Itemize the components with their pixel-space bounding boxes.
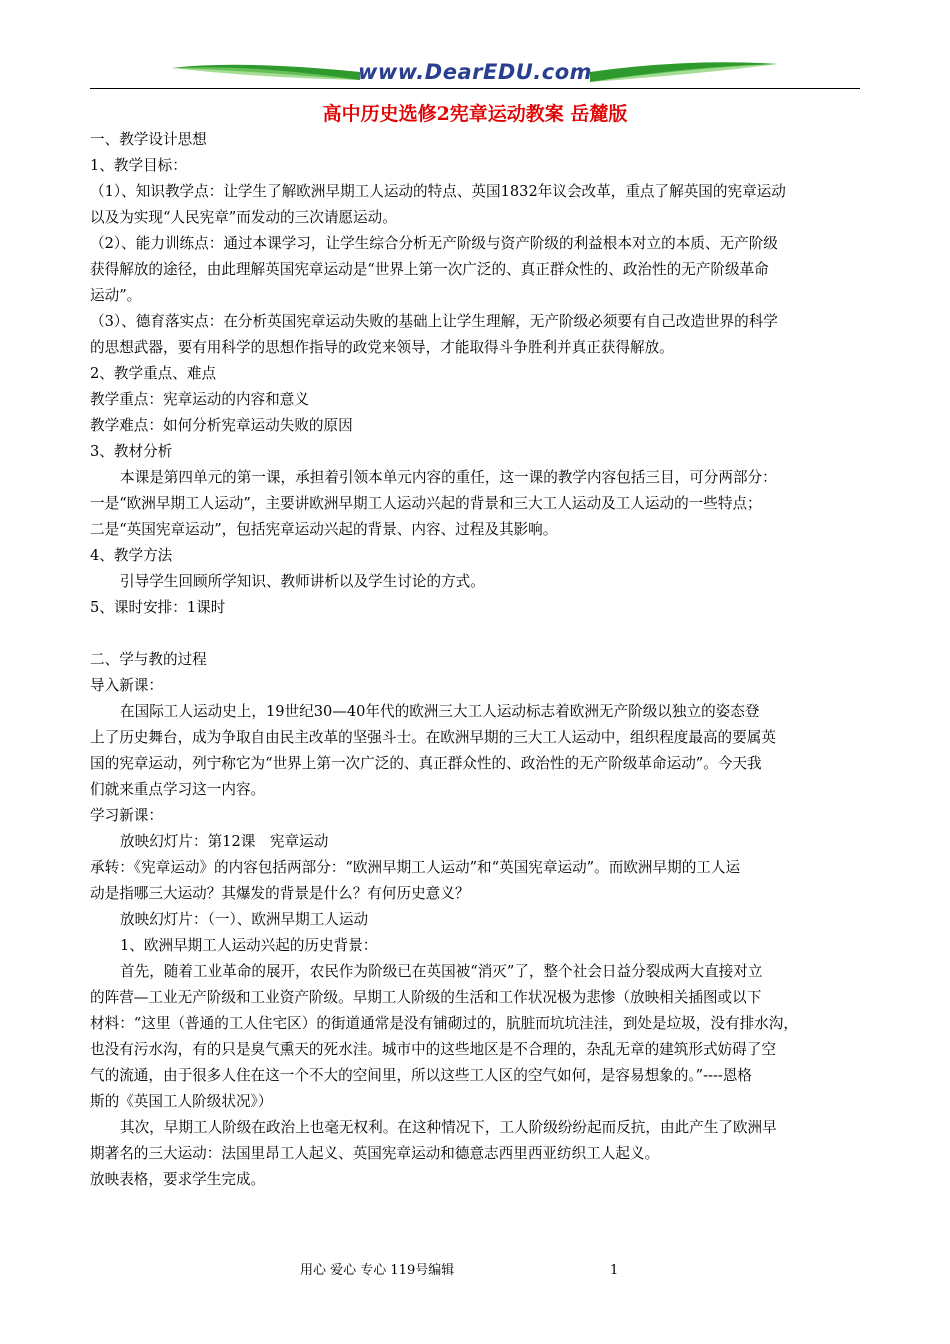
body-line: （2）、能力训练点：通过本课学习，让学生综合分析无产阶级与资产阶级的利益根本对立的本质、无产阶级 — [90, 235, 778, 252]
body-line: 斯的《英国工人阶级状况》） — [90, 1093, 273, 1110]
blank-line — [90, 621, 865, 647]
body-line: 一是“欧洲早期工人运动”，主要讲欧洲早期工人运动兴起的背景和三大工人运动及工人运动的一些特点； — [90, 495, 762, 512]
body-line: 上了历史舞台，成为争取自由民主改革的坚强斗士。在欧洲早期的三大工人运动中，组织程度最高的要属英 — [90, 729, 776, 746]
subsection-heading: 5、课时安排：1课时 — [90, 599, 226, 616]
subsection-heading: 2、教学重点、难点 — [90, 365, 217, 382]
section-heading: 一、教学设计思想 — [90, 131, 207, 148]
body-line: 承转：《宪章运动》的内容包括两部分：“欧洲早期工人运动”和“英国宪章运动”。而欧洲早期的工人运 — [90, 859, 741, 876]
body-line: 1、欧洲早期工人运动兴起的历史背景： — [120, 937, 378, 954]
site-header-banner — [90, 58, 860, 92]
body-line: 二是“英国宪章运动”，包括宪章运动兴起的背景、内容、过程及其影响。 — [90, 521, 558, 538]
section-heading: 二、学与教的过程 — [90, 651, 207, 668]
body-line: 放映幻灯片：第12课 宪章运动 — [120, 833, 329, 850]
body-line: 放映幻灯片：（一）、欧洲早期工人运动 — [120, 911, 369, 928]
body-line: 教学难点：如何分析宪章运动失败的原因 — [90, 417, 353, 434]
body-line: 在国际工人运动史上，19世纪30—40年代的欧洲三大工人运动标志着欧洲无产阶级以独立的姿态登 — [120, 703, 760, 720]
page-number: 1 — [610, 1263, 619, 1278]
subsection-heading: 3、教材分析 — [90, 443, 173, 460]
subsection-heading: 导入新课： — [90, 677, 163, 694]
body-line: 的阵营—工业无产阶级和工业资产阶级。早期工人阶级的生活和工作状况极为悲惨（放映相关插图或以下 — [90, 989, 762, 1006]
body-line: 获得解放的途径，由此理解英国宪章运动是“世界上第一次广泛的、真正群众性的、政治性的无产阶级革命 — [90, 261, 769, 278]
footer-text: 用心 爱心 专心 119号编辑 — [300, 1263, 455, 1278]
body-line: 材料：“这里（普通的工人住宅区）的街道通常是没有铺砌过的，肮脏而坑坑洼洼，到处是垃圾，没有排水沟， — [90, 1015, 798, 1032]
subsection-heading: 4、教学方法 — [90, 547, 173, 564]
site-logo-text[interactable]: www.DearEDU.com — [357, 60, 593, 84]
body-line: 也没有污水沟，有的只是臭气熏天的死水洼。城市中的这些地区是不合理的，杂乱无章的建筑形式妨碍了空 — [90, 1041, 776, 1058]
body-line: （1）、知识教学点：让学生了解欧洲早期工人运动的特点、英国1832年议会改革，重点了解英国的宪章运动 — [90, 183, 786, 200]
subsection-heading: 1、教学目标： — [90, 157, 187, 174]
body-line: 首先，随着工业革命的展开，农民作为阶级已在英国被“消灭”了，整个社会日益分裂成两大直接对立 — [120, 963, 763, 980]
document-body — [90, 127, 865, 1193]
body-line: 其次，早期工人阶级在政治上也毫无权利。在这种情况下，工人阶级纷纷起而反抗，由此产生了欧洲早 — [120, 1119, 777, 1136]
body-line: （3）、德育落实点：在分析英国宪章运动失败的基础上让学生理解，无产阶级必须要有自己改造世界的科学 — [90, 313, 778, 330]
body-line: 放映表格，要求学生完成。 — [90, 1171, 266, 1188]
body-line: 期著名的三大运动：法国里昂工人起义、英国宪章运动和德意志西里西亚纺织工人起义。 — [90, 1145, 660, 1162]
body-line: 教学重点：宪章运动的内容和意义 — [90, 391, 309, 408]
body-line: 本课是第四单元的第一课，承担着引领本单元内容的重任，这一课的教学内容包括三目，可分两部分： — [120, 469, 777, 486]
body-line: 气的流通，由于很多人住在这一个不大的空间里，所以这些工人区的空气如何，是容易想象的。”----恩格 — [90, 1067, 753, 1084]
body-line: 们就来重点学习这一内容。 — [90, 781, 266, 798]
body-line: 以及为实现“人民宪章”而发动的三次请愿运动。 — [90, 209, 397, 226]
body-line: 运动”。 — [90, 287, 142, 304]
header-divider — [90, 88, 860, 89]
document-title: 高中历史选修2宪章运动教案 岳麓版 — [322, 103, 628, 125]
body-line: 引导学生回顾所学知识、教师讲析以及学生讨论的方式。 — [120, 573, 485, 590]
subsection-heading: 学习新课： — [90, 807, 163, 824]
body-line: 动是指哪三大运动？其爆发的背景是什么？有何历史意义？ — [90, 885, 470, 902]
body-line: 国的宪章运动，列宁称它为“世界上第一次广泛的、真正群众性的、政治性的无产阶级革命运动”。今天我 — [90, 755, 762, 772]
body-line: 的思想武器，要有用科学的思想作指导的政党来领导，才能取得斗争胜利并真正获得解放。 — [90, 339, 674, 356]
